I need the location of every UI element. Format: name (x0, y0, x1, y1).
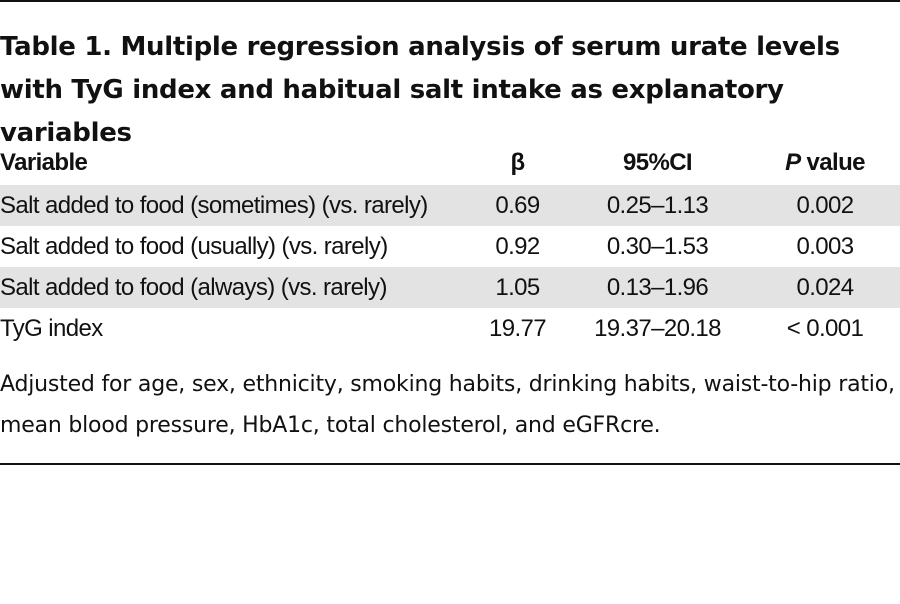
cell-p-value: 0.024 (750, 267, 900, 308)
cell-beta: 0.69 (470, 185, 565, 226)
header-beta: β (510, 148, 525, 176)
table-row (0, 226, 900, 267)
cell-ci: 19.37–20.18 (594, 314, 721, 342)
table-row (0, 185, 900, 226)
cell-beta: 1.05 (470, 267, 565, 308)
table-row (0, 308, 900, 349)
table-footnote: Adjusted for age, sex, ethnicity, smoking habits, drinking habits, waist-to-hip ratio, mean blood pressure, HbA1c, total cholesterol, and eGFRcre. (0, 372, 895, 438)
cell-variable: Salt added to food (usually) (vs. rarely) (0, 232, 388, 260)
header-p-suffix: value (800, 148, 865, 176)
cell-ci: 0.13–1.96 (565, 267, 750, 308)
cell-p-value: < 0.001 (786, 314, 864, 342)
cell-beta: 0.92 (495, 232, 540, 260)
cell-ci: 0.25–1.13 (565, 185, 750, 226)
cell-variable: Salt added to food (always) (vs. rarely) (0, 267, 470, 308)
cell-ci: 0.30–1.53 (606, 232, 709, 260)
header-p-value (750, 140, 900, 185)
top-rule (0, 0, 900, 2)
table-row (0, 267, 900, 308)
header-p-letter: P (785, 148, 801, 176)
cell-variable: TyG index (0, 314, 103, 342)
bottom-rule (0, 463, 900, 465)
cell-p-value: 0.003 (796, 232, 854, 260)
cell-beta: 19.77 (488, 314, 547, 342)
regression-table (0, 140, 900, 349)
cell-p-value: 0.002 (750, 185, 900, 226)
header-row (0, 140, 900, 185)
header-ci: 95%CI (622, 148, 693, 176)
cell-variable: Salt added to food (sometimes) (vs. rarely) (0, 185, 470, 226)
table-title: Table 1. Multiple regression analysis of serum urate levels with TyG index and habitual salt intake as explanatory variables (0, 32, 840, 148)
header-variable: Variable (0, 148, 88, 176)
